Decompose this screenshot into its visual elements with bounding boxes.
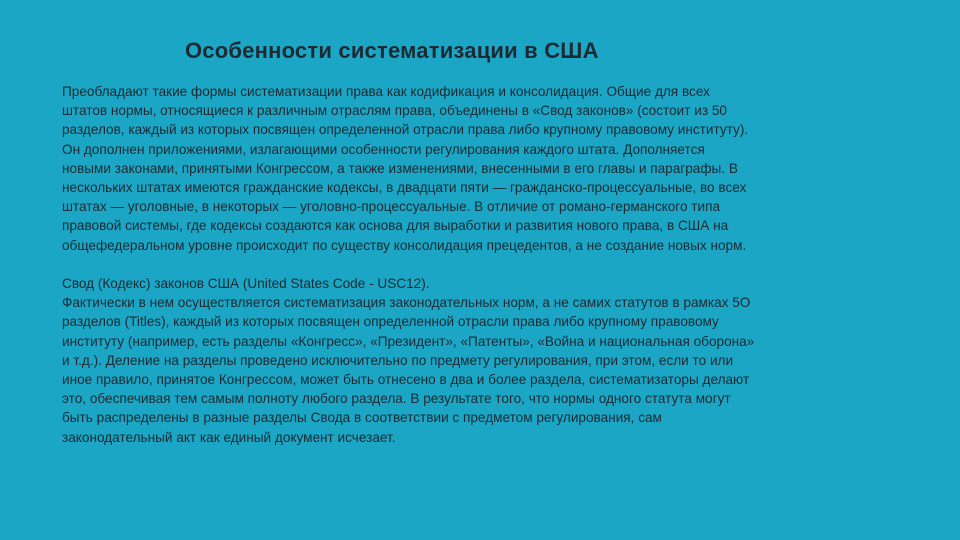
slide-title: Особенности систематизации в США	[185, 38, 599, 63]
body-line: штатов нормы, относящиеся к различным отраслям права, объединены в «Свод законов» (состоит из 50	[62, 103, 727, 119]
body-line: быть распределены в разные разделы Свода в соответствии с предметом регулирования, сам	[62, 410, 662, 426]
body-line: иное правило, принятое Конгрессом, может быть отнесено в два и более раздела, систематизаторы делают	[62, 372, 750, 388]
body-line: новыми законами, принятыми Конгрессом, а также изменениями, внесенными в его главы и параграфы. В	[62, 160, 738, 176]
body-line: Он дополнен приложениями, излагающими особенности регулирования каждого штата. Дополняется	[62, 141, 705, 157]
body-line: штатах — уголовные, в некоторых — уголовно-процессуальные. В отличие от романо-германского типа	[62, 199, 721, 215]
slide-body	[62, 82, 892, 447]
body-line: общефедеральном уровне происходит по существу консолидация прецедентов, а не создание новых норм.	[62, 237, 747, 253]
body-line: это, обеспечивая тем самым полноту любого раздела. В результате того, что нормы одного статута могут	[62, 391, 731, 407]
body-line: Свод (Кодекс) законов США (United States Code - USC12).	[62, 276, 430, 292]
paragraph-spacer	[62, 255, 892, 274]
body-line: институту (например, есть разделы «Конгресс», «Президент», «Патенты», «Война и национальная оборона»	[62, 333, 755, 349]
body-line: разделов (Titles), каждый из которых посвящен определенной отрасли права либо крупному правовому	[62, 314, 719, 330]
body-line: законодательный акт как единый документ исчезает.	[62, 429, 396, 445]
body-line: нескольких штатах имеются гражданские кодексы, в двадцати пяти — гражданско-процессуальные, во всех	[62, 180, 747, 196]
body-line: Фактически в нем осуществляется систематизация законодательных норм, а не самих статутов в рамках 5О	[62, 295, 751, 311]
body-line: и т.д.). Деление на разделы проведено исключительно по предмету регулирования, при этом, если то или	[62, 352, 734, 368]
body-line: Преобладают такие формы систематизации права как кодификация и консолидация. Общие для всех	[62, 84, 710, 99]
body-line: разделов, каждый из которых посвящен определенной отрасли права либо крупному правовому институту).	[62, 122, 749, 138]
body-line: правовой системы, где кодексы создаются как основа для выработки и развития нового права, в США на	[62, 218, 729, 234]
